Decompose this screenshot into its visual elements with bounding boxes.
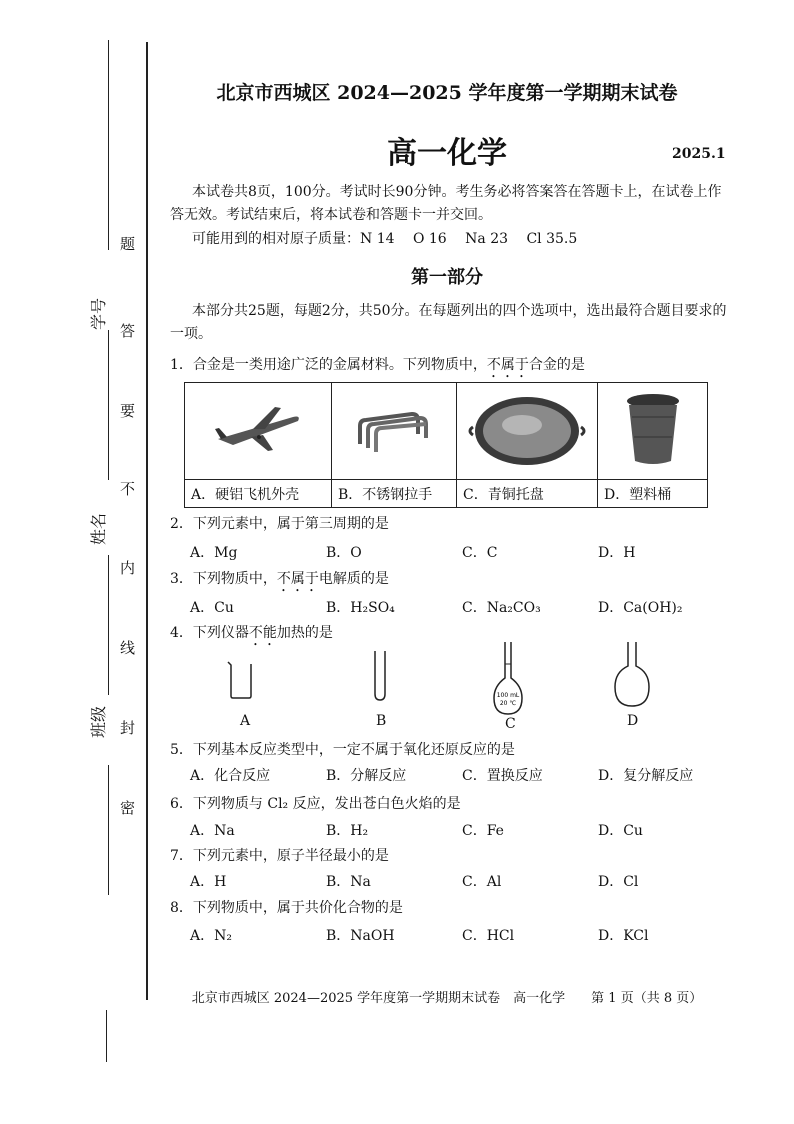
volumetric-flask-icon: [490, 640, 526, 716]
option-a: A．硬铝飞机外壳: [185, 480, 332, 508]
option-d: D．塑料桶: [598, 480, 708, 508]
airplane-image: [213, 399, 303, 459]
exam-header: 北京市西城区 2024—2025 学年度第一学期期末试卷: [216, 82, 678, 104]
option-c: C．Fe: [462, 823, 504, 839]
seal-word: 线: [120, 639, 136, 657]
tray-cell: [457, 383, 598, 480]
binding-rule-lower: [106, 1010, 107, 1062]
beaker-icon: [226, 660, 254, 700]
option-d: D．复分解反应: [598, 768, 694, 784]
round-flask-icon: [612, 640, 652, 710]
handles-image: [354, 404, 434, 454]
section-intro: 本部分共25题，每题2分，共50分。在每题列出的四个选项中，选出最符合题目要求的: [192, 303, 727, 319]
option-a: A．N₂: [190, 928, 232, 944]
option-d: D．Cl: [598, 874, 639, 890]
bucket-image: [623, 391, 683, 467]
margin-line: [108, 330, 109, 480]
option-d: D．KCl: [598, 928, 649, 944]
exam-date: 2025.1: [672, 146, 726, 162]
option-b: B．Na: [326, 874, 371, 890]
option-a: A．Na: [190, 823, 235, 839]
option-a: A．Cu: [190, 600, 234, 616]
instruction-line: 答无效。考试结束后，将本试卷和答题卡一并交回。: [170, 207, 492, 223]
tray-image: [467, 389, 587, 469]
question-2-stem: 2．下列元素中，属于第三周期的是: [170, 516, 389, 532]
option-a: A．H: [190, 874, 227, 890]
option-b: B．H₂: [326, 823, 369, 839]
option-b: B．H₂SO₄: [326, 600, 395, 616]
margin-line: [108, 765, 109, 895]
seal-word: 不: [120, 480, 136, 498]
binding-rule: [146, 42, 148, 1000]
section-title: 第一部分: [411, 267, 483, 288]
emphasis-text: 不属于: [486, 357, 529, 373]
seal-word: 内: [120, 559, 136, 577]
question-3-stem: 3．下列物质中，不属于电解质的是: [170, 571, 389, 587]
emphasis-text: 不能: [248, 625, 277, 641]
question-1-image-table: [184, 382, 708, 508]
question-7-stem: 7．下列元素中，原子半径最小的是: [170, 848, 389, 864]
option-c: C．C: [462, 545, 498, 561]
emphasis-text: 不属于: [276, 571, 319, 587]
option-a: A．Mg: [190, 545, 238, 561]
flask-temp-mark: 20 ℃: [499, 700, 517, 707]
instruction-line: 本试卷共8页，100分。考试时长90分钟。考生务必将答案答在答题卡上，在试卷上作: [192, 184, 722, 200]
option-b: B．不锈钢拉手: [332, 480, 457, 508]
name-label: 姓名: [89, 512, 108, 545]
option-b: B．分解反应: [326, 768, 407, 784]
question-4-stem: 4．下列仪器不能加热的是: [170, 625, 333, 641]
student-id-label: 学号: [89, 297, 108, 330]
option-c: C．HCl: [462, 928, 515, 944]
option-b: B．NaOH: [326, 928, 395, 944]
flask-volume-mark: 100 mL: [496, 692, 520, 699]
subject-title: 高一化学: [387, 136, 507, 171]
option-d: D．H: [598, 545, 636, 561]
option-d: D: [627, 713, 639, 729]
option-a: A: [240, 713, 251, 729]
question-6-stem: 6．下列物质与 Cl₂ 反应，发出苍白色火焰的是: [170, 796, 461, 812]
atomic-mass-line: 可能用到的相对原子质量：N 14 O 16 Na 23 Cl 35.5: [192, 231, 578, 247]
question-1-stem: 1．合金是一类用途广泛的金属材料。下列物质中，不属于合金的是: [170, 357, 585, 373]
seal-word: 要: [120, 402, 136, 420]
option-c: C．置换反应: [462, 768, 543, 784]
seal-word: 答: [120, 322, 136, 340]
option-c: C．青铜托盘: [457, 480, 598, 508]
class-label: 班级: [89, 705, 108, 738]
margin-line: [108, 555, 109, 695]
seal-word: 密: [120, 799, 136, 817]
option-b: B．O: [326, 545, 362, 561]
option-c: C: [505, 716, 516, 732]
airplane-cell: [185, 383, 332, 480]
section-intro: 一项。: [170, 326, 212, 342]
handles-cell: [332, 383, 457, 480]
question-5-stem: 5．下列基本反应类型中，一定不属于氧化还原反应的是: [170, 742, 515, 758]
bucket-cell: [598, 383, 708, 480]
seal-word: 封: [120, 719, 136, 737]
option-c: C．Al: [462, 874, 502, 890]
seal-word: 题: [120, 235, 136, 253]
option-c: C．Na₂CO₃: [462, 600, 541, 616]
question-8-stem: 8．下列物质中，属于共价化合物的是: [170, 900, 403, 916]
option-d: D．Cu: [598, 823, 643, 839]
option-d: D．Ca(OH)₂: [598, 600, 683, 616]
option-a: A．化合反应: [190, 768, 271, 784]
test-tube-icon: [372, 650, 388, 702]
page-footer: 北京市西城区 2024—2025 学年度第一学期期末试卷 高一化学 第 1 页（共 8 页）: [191, 991, 703, 1006]
option-b: B: [376, 713, 387, 729]
